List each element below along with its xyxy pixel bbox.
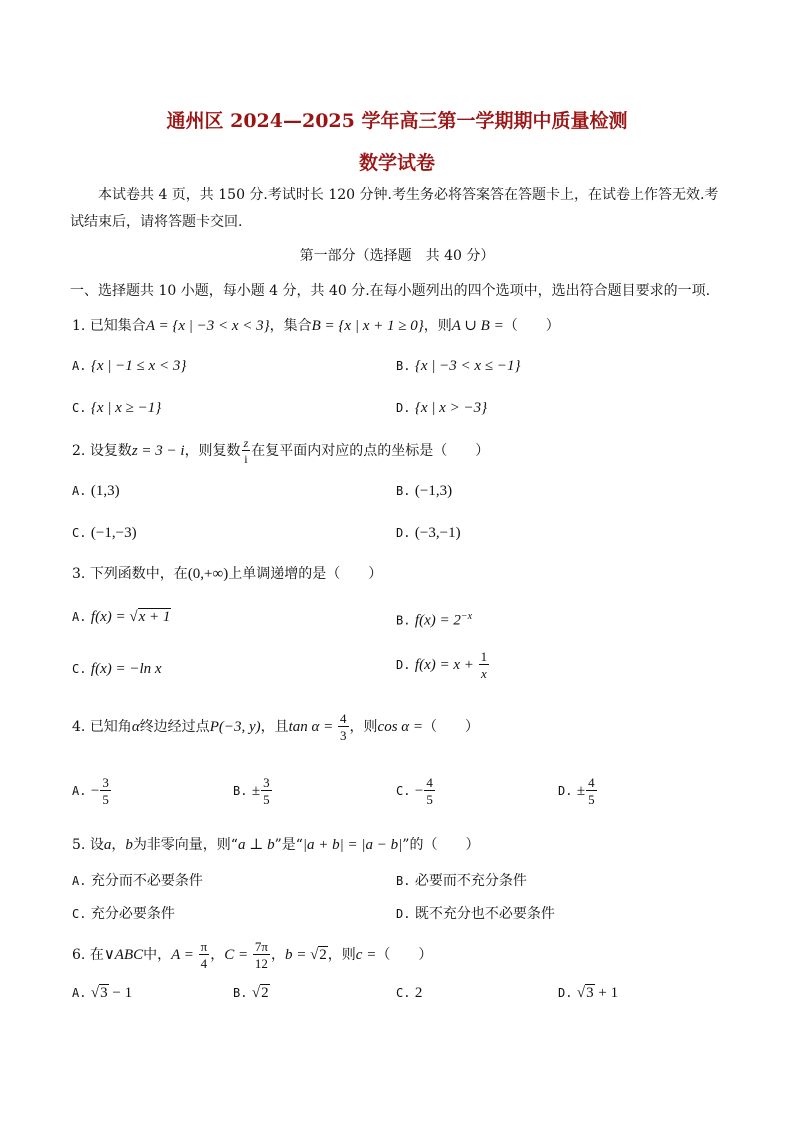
option-text: (−1,3) bbox=[414, 483, 453, 499]
radicand: 2 bbox=[319, 947, 327, 963]
fraction-denominator: 3 bbox=[340, 728, 347, 743]
question-text: 设 bbox=[89, 837, 104, 853]
fraction bbox=[338, 712, 349, 742]
q4-option-a bbox=[72, 776, 112, 806]
sqrt-symbol: √ bbox=[310, 947, 319, 963]
fraction-denominator: 5 bbox=[263, 792, 270, 807]
triangle-name: ∨ABC bbox=[103, 947, 144, 963]
point-p: P(−3, y) bbox=[209, 719, 261, 735]
option-sign: − bbox=[90, 783, 100, 799]
question-number: 6. bbox=[72, 947, 86, 963]
option-sign: ± bbox=[251, 783, 261, 799]
question-text: 在复平面内对应的点的坐标是（ ） bbox=[251, 443, 490, 459]
option-text: f(x) = −ln x bbox=[90, 661, 162, 677]
option-text: {x | −3 < x ≤ −1} bbox=[414, 358, 521, 374]
question-number: 2. bbox=[72, 443, 86, 459]
fraction-numerator: 1 bbox=[480, 649, 488, 664]
question-text: ，则复数 bbox=[184, 443, 241, 459]
section-instruction: 一、选择题共 10 小题，每小题 4 分，共 40 分.在每小题列出的四个选项中，选出符合题目要求的一项. bbox=[70, 283, 711, 299]
option-text: (1,3) bbox=[90, 483, 120, 499]
fraction-numerator: π bbox=[200, 939, 208, 954]
set-a: A = {x | −3 < x < 3} bbox=[145, 318, 270, 334]
tan-expression: tan α = bbox=[288, 719, 338, 735]
fraction bbox=[253, 940, 270, 970]
option-label: B. bbox=[396, 613, 411, 628]
option-sign: ± bbox=[576, 783, 586, 799]
q2-option-d bbox=[396, 523, 461, 543]
question-text: ”的（ ） bbox=[402, 837, 480, 853]
option-label: A. bbox=[72, 359, 87, 373]
fraction-denominator: 12 bbox=[254, 956, 268, 971]
option-label: B. bbox=[233, 784, 248, 798]
fraction bbox=[261, 776, 272, 806]
q2-option-a bbox=[72, 481, 120, 501]
fraction-numerator: 4 bbox=[340, 711, 347, 726]
fraction bbox=[586, 776, 597, 806]
question-number: 5. bbox=[72, 837, 86, 853]
option-text: (−3,−1) bbox=[414, 525, 461, 541]
option-label: C. bbox=[396, 986, 411, 1000]
question-text: 为非零向量，则“ bbox=[132, 837, 238, 853]
option-text: {x | x > −3} bbox=[414, 400, 488, 416]
option-text: 2 bbox=[414, 985, 423, 1001]
option-label: B. bbox=[396, 359, 411, 373]
question-text: 中， bbox=[143, 947, 172, 963]
q1-option-b bbox=[396, 356, 520, 376]
option-label: A. bbox=[72, 610, 87, 624]
question-text: ，则 bbox=[327, 947, 356, 963]
option-text: (−1,−3) bbox=[90, 525, 137, 541]
q5-option-b bbox=[396, 871, 527, 891]
question-text: ，且 bbox=[260, 719, 289, 735]
q5-option-c bbox=[72, 904, 175, 924]
option-label: A. bbox=[72, 874, 87, 888]
separator: ， bbox=[210, 947, 225, 963]
question-text: 已知角 bbox=[89, 719, 132, 735]
q5-option-a bbox=[72, 871, 203, 891]
option-label: D. bbox=[396, 658, 411, 672]
question-text: 在 bbox=[89, 947, 104, 963]
option-text: 充分必要条件 bbox=[90, 906, 175, 922]
option-label: D. bbox=[396, 526, 411, 540]
exponent: −x bbox=[460, 611, 473, 622]
option-text: f(x) = bbox=[90, 609, 130, 625]
option-text: f(x) = x + bbox=[414, 657, 478, 673]
q3-option-b bbox=[396, 607, 472, 631]
fraction-denominator: x bbox=[480, 666, 487, 681]
q3-option-a bbox=[72, 607, 171, 627]
complex-z: z = 3 − i bbox=[131, 443, 185, 459]
fraction-numerator: 4 bbox=[588, 775, 595, 790]
angle-a-expression: A = bbox=[171, 947, 198, 963]
q1-option-c bbox=[72, 398, 161, 418]
sqrt-symbol: √ bbox=[129, 609, 138, 625]
fraction-numerator: 7π bbox=[254, 939, 268, 954]
option-label: C. bbox=[72, 526, 87, 540]
question-text: ”是“ bbox=[274, 837, 303, 853]
sqrt-symbol: √ bbox=[251, 985, 261, 1001]
option-text: 必要而不充分条件 bbox=[414, 873, 527, 889]
option-text: 充分而不必要条件 bbox=[90, 873, 203, 889]
q1-option-a bbox=[72, 356, 186, 376]
option-text: 既不充分也不必要条件 bbox=[414, 906, 555, 922]
sqrt-symbol: √ bbox=[90, 985, 100, 1001]
question-text: 下列函数中，在 bbox=[89, 566, 188, 582]
angle-alpha: α bbox=[131, 719, 140, 735]
cos-expression: cos α = bbox=[377, 719, 424, 735]
side-b-expression: b = bbox=[284, 947, 311, 963]
radicand: 2 bbox=[261, 985, 269, 1001]
option-label: D. bbox=[396, 907, 411, 921]
question-number: 3. bbox=[72, 566, 86, 582]
vector-b: b bbox=[125, 837, 133, 853]
set-b: B = {x | x + 1 ≥ 0} bbox=[311, 318, 424, 334]
option-label: A. bbox=[72, 784, 87, 798]
question-text: 设复数 bbox=[89, 443, 132, 459]
question-text: 上单调递增的是（ ） bbox=[228, 566, 383, 582]
option-text: f(x) = 2 bbox=[414, 612, 461, 629]
exam-subtitle: 数学试卷 bbox=[358, 152, 435, 174]
option-label: D. bbox=[558, 784, 573, 798]
fraction-denominator: 5 bbox=[102, 792, 109, 807]
q5-option-d bbox=[396, 904, 555, 924]
fraction bbox=[199, 940, 210, 970]
perpendicular-condition: a ⊥ b bbox=[237, 837, 275, 853]
option-label: A. bbox=[72, 986, 87, 1000]
question-number: 1. bbox=[72, 318, 86, 334]
radicand: 3 bbox=[586, 985, 594, 1001]
option-text: + 1 bbox=[594, 985, 619, 1001]
fraction bbox=[479, 650, 490, 680]
question-text: ，则 bbox=[423, 318, 452, 334]
question-text: 终边经过点 bbox=[139, 719, 210, 735]
q6-option-a bbox=[72, 983, 132, 1003]
fraction-numerator: 3 bbox=[263, 775, 270, 790]
answer-blank: （ ） bbox=[423, 719, 480, 735]
option-label: D. bbox=[396, 401, 411, 415]
q6-option-c bbox=[396, 983, 422, 1003]
question-2 bbox=[72, 437, 489, 465]
option-label: C. bbox=[72, 662, 87, 676]
side-c-expression: c = bbox=[355, 947, 377, 963]
q6-option-d bbox=[558, 983, 618, 1003]
option-text: − 1 bbox=[108, 985, 133, 1001]
fraction bbox=[100, 776, 111, 806]
question-1 bbox=[72, 316, 560, 336]
q1-option-d bbox=[396, 398, 487, 418]
sqrt-symbol: √ bbox=[576, 985, 586, 1001]
answer-blank: （ ） bbox=[376, 947, 433, 963]
fraction-denominator: i bbox=[244, 452, 248, 466]
option-label: C. bbox=[396, 784, 411, 798]
vector-a: a bbox=[103, 837, 112, 853]
fraction-numerator: 4 bbox=[426, 775, 433, 790]
question-4 bbox=[72, 712, 479, 742]
exam-instructions: 本试卷共 4 页，共 150 分.考试时长 120 分钟.考生务必将答案答在答题卡上，在试卷上作答无效.考试结束后，请将答题卡交回. bbox=[70, 187, 719, 230]
q2-option-b bbox=[396, 481, 452, 501]
option-label: B. bbox=[396, 484, 411, 498]
fraction-numerator: z bbox=[243, 436, 249, 450]
interval: (0,+∞) bbox=[187, 566, 229, 582]
q2-option-c bbox=[72, 523, 137, 543]
option-label: B. bbox=[233, 986, 248, 1000]
option-label: A. bbox=[72, 484, 87, 498]
q4-option-d bbox=[558, 776, 598, 806]
option-label: D. bbox=[558, 986, 573, 1000]
q3-option-c bbox=[72, 659, 162, 679]
q3-option-d bbox=[396, 650, 490, 680]
question-text: ，集合 bbox=[269, 318, 312, 334]
question-text: 已知集合 bbox=[89, 318, 146, 334]
question-6 bbox=[72, 940, 432, 970]
question-number: 4. bbox=[72, 719, 86, 735]
union-expression: A ∪ B = bbox=[451, 318, 504, 334]
question-5 bbox=[72, 835, 479, 855]
option-label: C. bbox=[72, 907, 87, 921]
option-label: B. bbox=[396, 874, 411, 888]
part-title: 第一部分（选择题 共 40 分） bbox=[299, 248, 495, 264]
question-3 bbox=[72, 564, 382, 584]
option-label: C. bbox=[72, 401, 87, 415]
option-sign: − bbox=[414, 783, 424, 799]
angle-c-expression: C = bbox=[224, 947, 252, 963]
fraction-denominator: 5 bbox=[426, 792, 433, 807]
q4-option-b bbox=[233, 776, 273, 806]
fraction-denominator: 5 bbox=[588, 792, 595, 807]
exam-title: 通州区 2024—2025 学年高三第一学期期中质量检测 bbox=[166, 110, 628, 132]
fraction-numerator: 3 bbox=[102, 775, 109, 790]
fraction-denominator: 4 bbox=[200, 956, 208, 971]
separator: ， bbox=[270, 947, 285, 963]
option-text: {x | −1 ≤ x < 3} bbox=[90, 358, 187, 374]
fraction bbox=[424, 776, 435, 806]
fraction-z-over-i bbox=[242, 437, 251, 465]
magnitude-condition: |a + b| = |a − b| bbox=[302, 837, 403, 853]
answer-blank: （ ） bbox=[503, 318, 560, 334]
question-text: ，则 bbox=[349, 719, 378, 735]
q4-option-c bbox=[396, 776, 436, 806]
radicand: x + 1 bbox=[138, 609, 171, 625]
q6-option-b bbox=[233, 983, 270, 1003]
separator: ， bbox=[111, 837, 126, 853]
option-text: {x | x ≥ −1} bbox=[90, 400, 162, 416]
radicand: 3 bbox=[100, 985, 108, 1001]
